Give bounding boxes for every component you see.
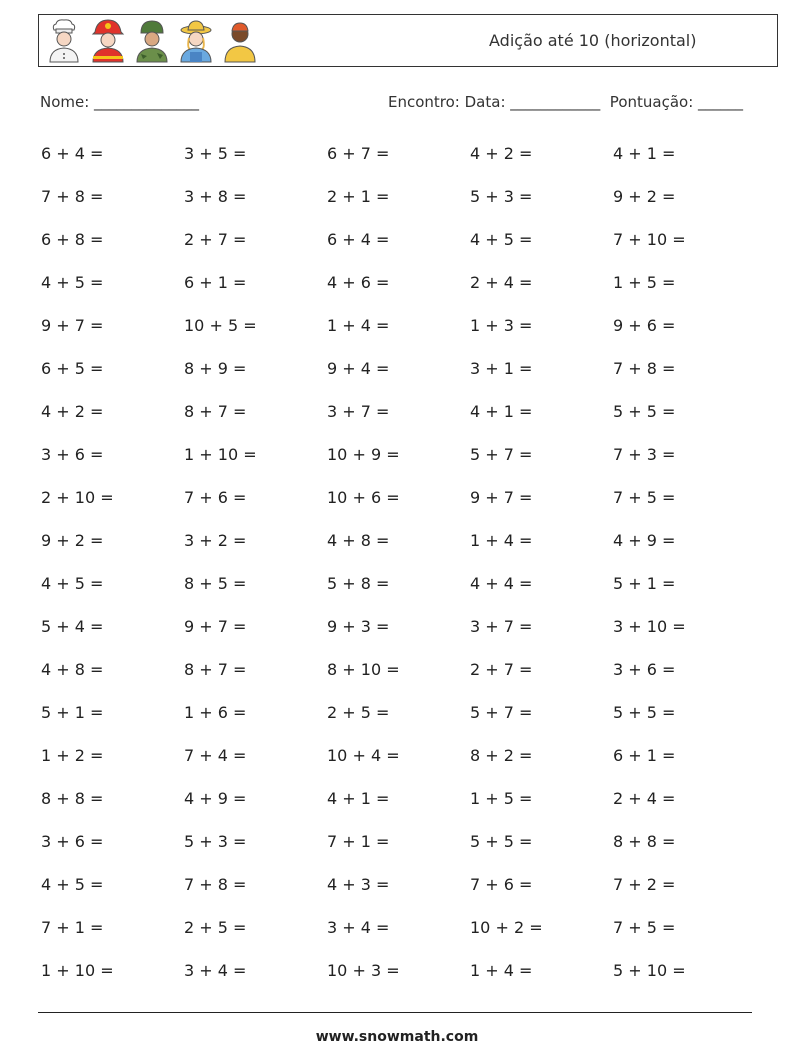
footer-url: www.snowmath.com xyxy=(315,1029,479,1045)
problem-r17-c1: 3 + 6 = xyxy=(41,832,104,851)
problem-r13-c1: 4 + 8 = xyxy=(41,660,104,679)
problem-r11-c1: 4 + 5 = xyxy=(41,574,104,593)
problem-r16-c2: 4 + 9 = xyxy=(184,789,247,808)
problem-r3-c2: 2 + 7 = xyxy=(184,230,247,249)
problem-r5-c1: 9 + 7 = xyxy=(41,316,104,335)
problem-r5-c4: 1 + 3 = xyxy=(470,316,533,335)
problem-r3-c1: 6 + 8 = xyxy=(41,230,104,249)
problem-r15-c1: 1 + 2 = xyxy=(41,746,104,765)
problem-r2-c4: 5 + 3 = xyxy=(470,187,533,206)
problem-r4-c5: 1 + 5 = xyxy=(613,273,676,292)
problem-r11-c3: 5 + 8 = xyxy=(327,574,390,593)
problem-r6-c4: 3 + 1 = xyxy=(470,359,533,378)
problem-r4-c2: 6 + 1 = xyxy=(184,273,247,292)
problem-r6-c1: 6 + 5 = xyxy=(41,359,104,378)
problem-r3-c5: 7 + 10 = xyxy=(613,230,686,249)
problem-r19-c2: 2 + 5 = xyxy=(184,918,247,937)
problem-r11-c2: 8 + 5 = xyxy=(184,574,247,593)
problem-r2-c5: 9 + 2 = xyxy=(613,187,676,206)
problem-r9-c1: 2 + 10 = xyxy=(41,488,114,507)
problem-r20-c2: 3 + 4 = xyxy=(184,961,247,980)
problem-r19-c4: 10 + 2 = xyxy=(470,918,543,937)
problem-r10-c5: 4 + 9 = xyxy=(613,531,676,550)
problem-r11-c5: 5 + 1 = xyxy=(613,574,676,593)
problem-r5-c5: 9 + 6 = xyxy=(613,316,676,335)
problem-r18-c4: 7 + 6 = xyxy=(470,875,533,894)
problem-r19-c1: 7 + 1 = xyxy=(41,918,104,937)
problem-r6-c3: 9 + 4 = xyxy=(327,359,390,378)
problem-r17-c3: 7 + 1 = xyxy=(327,832,390,851)
problem-r16-c1: 8 + 8 = xyxy=(41,789,104,808)
problem-r4-c4: 2 + 4 = xyxy=(470,273,533,292)
problem-r7-c1: 4 + 2 = xyxy=(41,402,104,421)
problem-r11-c4: 4 + 4 = xyxy=(470,574,533,593)
problem-r13-c5: 3 + 6 = xyxy=(613,660,676,679)
problem-r14-c1: 5 + 1 = xyxy=(41,703,104,722)
problem-r12-c1: 5 + 4 = xyxy=(41,617,104,636)
problem-r3-c4: 4 + 5 = xyxy=(470,230,533,249)
problem-r1-c5: 4 + 1 = xyxy=(613,144,676,163)
problem-r9-c3: 10 + 6 = xyxy=(327,488,400,507)
problem-r16-c3: 4 + 1 = xyxy=(327,789,390,808)
problem-r1-c2: 3 + 5 = xyxy=(184,144,247,163)
footer-divider xyxy=(38,1012,752,1013)
problem-r7-c3: 3 + 7 = xyxy=(327,402,390,421)
problem-r4-c3: 4 + 6 = xyxy=(327,273,390,292)
problem-r15-c4: 8 + 2 = xyxy=(470,746,533,765)
problem-r14-c5: 5 + 5 = xyxy=(613,703,676,722)
problem-r16-c4: 1 + 5 = xyxy=(470,789,533,808)
problem-r14-c2: 1 + 6 = xyxy=(184,703,247,722)
problem-r15-c3: 10 + 4 = xyxy=(327,746,400,765)
problem-r10-c2: 3 + 2 = xyxy=(184,531,247,550)
problem-r1-c4: 4 + 2 = xyxy=(470,144,533,163)
problem-r8-c2: 1 + 10 = xyxy=(184,445,257,464)
problem-r1-c3: 6 + 7 = xyxy=(327,144,390,163)
problem-r8-c3: 10 + 9 = xyxy=(327,445,400,464)
problem-r20-c1: 1 + 10 = xyxy=(41,961,114,980)
problem-r9-c4: 9 + 7 = xyxy=(470,488,533,507)
problem-r10-c1: 9 + 2 = xyxy=(41,531,104,550)
problem-r14-c4: 5 + 7 = xyxy=(470,703,533,722)
problem-r13-c2: 8 + 7 = xyxy=(184,660,247,679)
problem-r12-c4: 3 + 7 = xyxy=(470,617,533,636)
chef-icon xyxy=(45,18,83,64)
problem-r12-c2: 9 + 7 = xyxy=(184,617,247,636)
problem-r12-c3: 9 + 3 = xyxy=(327,617,390,636)
problem-r20-c4: 1 + 4 = xyxy=(470,961,533,980)
problem-r5-c3: 1 + 4 = xyxy=(327,316,390,335)
problem-r20-c3: 10 + 3 = xyxy=(327,961,400,980)
problem-r15-c5: 6 + 1 = xyxy=(613,746,676,765)
farmer-icon xyxy=(177,18,215,64)
problem-r3-c3: 6 + 4 = xyxy=(327,230,390,249)
problem-r9-c2: 7 + 6 = xyxy=(184,488,247,507)
problem-r19-c5: 7 + 5 = xyxy=(613,918,676,937)
problem-r7-c5: 5 + 5 = xyxy=(613,402,676,421)
problem-r13-c4: 2 + 7 = xyxy=(470,660,533,679)
problem-r15-c2: 7 + 4 = xyxy=(184,746,247,765)
problem-r17-c2: 5 + 3 = xyxy=(184,832,247,851)
problem-r8-c5: 7 + 3 = xyxy=(613,445,676,464)
problem-r2-c2: 3 + 8 = xyxy=(184,187,247,206)
problem-r17-c4: 5 + 5 = xyxy=(470,832,533,851)
date-score-label: Encontro: Data: ____________ Pontuação: ______ xyxy=(388,93,744,111)
problem-r2-c1: 7 + 8 = xyxy=(41,187,104,206)
problem-r6-c2: 8 + 9 = xyxy=(184,359,247,378)
problem-r18-c2: 7 + 8 = xyxy=(184,875,247,894)
problem-r8-c4: 5 + 7 = xyxy=(470,445,533,464)
problem-r18-c5: 7 + 2 = xyxy=(613,875,676,894)
problem-r10-c3: 4 + 8 = xyxy=(327,531,390,550)
problem-r18-c3: 4 + 3 = xyxy=(327,875,390,894)
soldier-icon xyxy=(133,18,171,64)
problem-r16-c5: 2 + 4 = xyxy=(613,789,676,808)
problem-r6-c5: 7 + 8 = xyxy=(613,359,676,378)
worksheet-header xyxy=(38,14,778,67)
problem-r7-c4: 4 + 1 = xyxy=(470,402,533,421)
avatar-row xyxy=(45,18,259,64)
problem-r20-c5: 5 + 10 = xyxy=(613,961,686,980)
problem-r10-c4: 1 + 4 = xyxy=(470,531,533,550)
worker-icon xyxy=(221,18,259,64)
problem-r5-c2: 10 + 5 = xyxy=(184,316,257,335)
problem-r14-c3: 2 + 5 = xyxy=(327,703,390,722)
problem-r4-c1: 4 + 5 = xyxy=(41,273,104,292)
problem-r12-c5: 3 + 10 = xyxy=(613,617,686,636)
problem-r8-c1: 3 + 6 = xyxy=(41,445,104,464)
problem-r7-c2: 8 + 7 = xyxy=(184,402,247,421)
name-field-label: Nome: ______________ xyxy=(40,93,200,111)
problem-r17-c5: 8 + 8 = xyxy=(613,832,676,851)
problem-r13-c3: 8 + 10 = xyxy=(327,660,400,679)
firefighter-icon xyxy=(89,18,127,64)
problem-r19-c3: 3 + 4 = xyxy=(327,918,390,937)
problem-r1-c1: 6 + 4 = xyxy=(41,144,104,163)
problem-r18-c1: 4 + 5 = xyxy=(41,875,104,894)
worksheet-title: Adição até 10 (horizontal) xyxy=(489,31,697,50)
problem-r2-c3: 2 + 1 = xyxy=(327,187,390,206)
problem-r9-c5: 7 + 5 = xyxy=(613,488,676,507)
